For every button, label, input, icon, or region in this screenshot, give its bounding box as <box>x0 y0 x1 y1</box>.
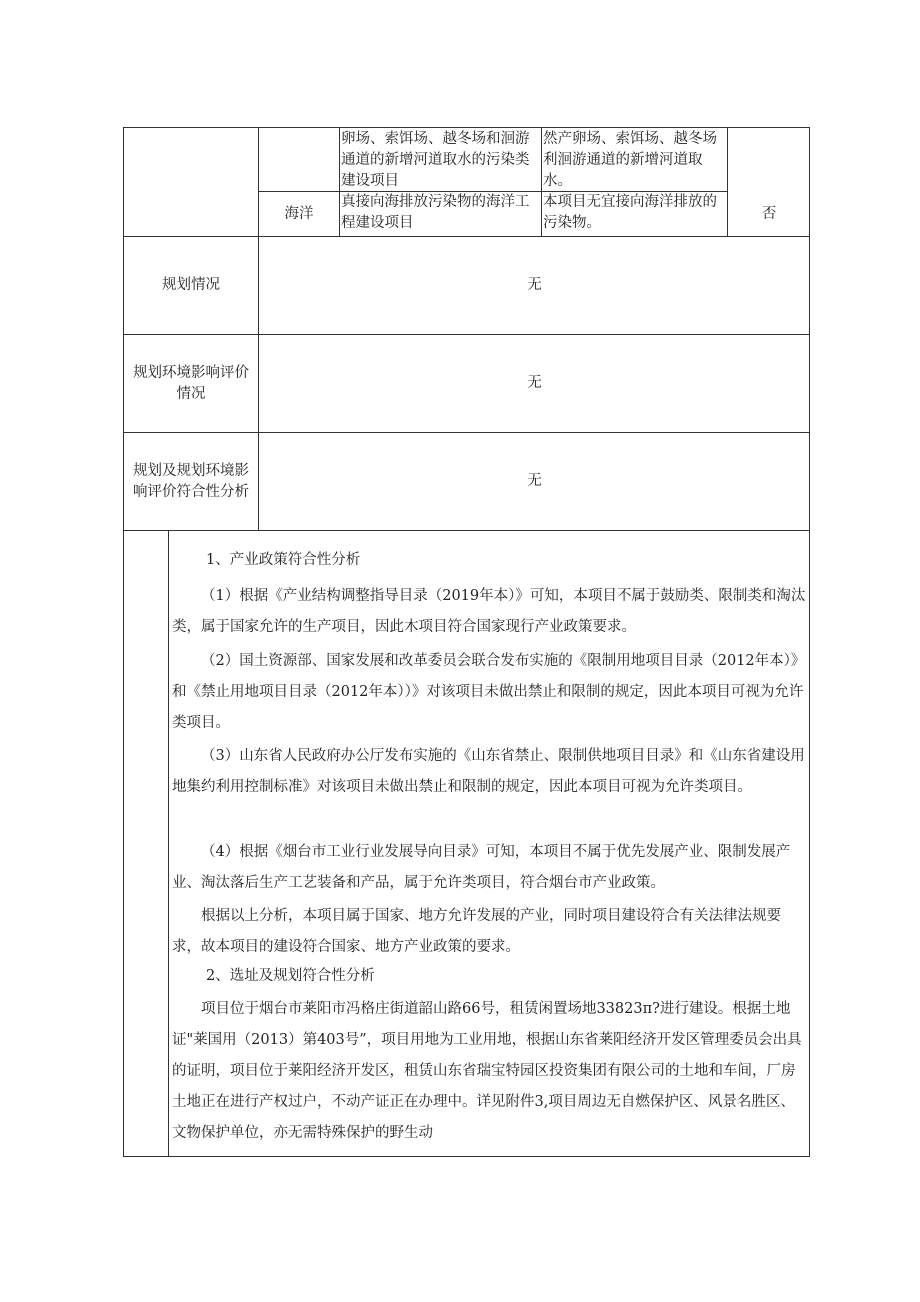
section-heading-industry-policy: 1、产业政策符合性分析 <box>206 552 361 568</box>
row2-status: 本项目无宜接向海洋排放的污染物。 <box>543 194 717 231</box>
column-divider <box>168 530 169 1157</box>
paragraph: （3）山东省人民政府办公厅发布实施的《山东省禁止、限制供地项目目录》和《山东省建设用地集约利用控制标准》对该项目未做出禁止和限制的规定，因此本项目可视为允许类项目。 <box>172 748 805 795</box>
paragraph: （4）根据《烟台市工业行业发展导向目录》可知，本项目不属于优先发展产业、限制发展产业、淘汰落后生产工艺装备和产品，属于允许类项目，符合烟台市产业政策。 <box>172 844 791 891</box>
section-heading-site-selection: 2、选址及规划符合性分析 <box>206 968 375 984</box>
paragraph: 根据以上分析，本项目属于国家、地方允许发展的产业，同时项目建设符合有关法律法规要求，故本项目的建设符合国家、地方产业政策的要求。 <box>172 908 781 955</box>
paragraph: （2）国土资源部、国家发展和改革委员会联合发布实施的《限制用地项目目录（2012年本）》和《禁止用地项目目录（2012年本））》对该项目未做出禁止和限制的规定，因此本项目可视为允许类项目。 <box>172 653 806 731</box>
planning-label: 规划情况 <box>162 277 220 293</box>
planning-compliance-label: 规划及规划环境影响评价符合性分析 <box>133 462 249 500</box>
paragraph: 项目位于烟台市莱阳市冯格庄街道韶山路66号，租赁闲置场地33823π?进行建设。根据土地证"莱国用（2013）第403号”，项目用地为工业用地，根据山东省莱阳经济开发区管理委员会出具的证明，项目位于莱阳经济开发区，租赁山东省瑞宝特园区投资集团有限公司的土地和车间，厂房土地正在进行产权过户，不动产证正在办理中。详见附件3,项目周边无自燃保护区、风景名胜区、文物保护单位，亦无需特殊保护的野生动 <box>172 1001 802 1141</box>
planning-eia-value: 无 <box>527 375 542 391</box>
paragraph: （1）根据《产业结构调整指导目录（2019年本）》可知，本项目不属于鼓励类、限制类和淘汰类，属于国家允许的生产项目，因此木项目符合国家现行产业政策要求。 <box>172 588 806 635</box>
column-divider <box>541 127 542 236</box>
row2-result: 否 <box>761 205 777 222</box>
planning-compliance-value: 无 <box>527 473 542 489</box>
row2-category: 海洋 <box>284 205 314 222</box>
column-divider <box>339 127 340 236</box>
row2-requirement: 真接向海排放污染物的海洋工程建设项目 <box>341 194 530 231</box>
planning-value: 无 <box>527 277 542 293</box>
row1-status: 然产卵场、索饵场、越冬场利洄游通道的新增河道取水。 <box>543 131 717 189</box>
row-divider <box>123 530 810 531</box>
planning-eia-label: 规划环境影响评价情况 <box>133 364 249 402</box>
row1-requirement: 卵场、索饵场、越冬场和洄游通道的新增河道取水的污染类建设项目 <box>341 131 530 189</box>
